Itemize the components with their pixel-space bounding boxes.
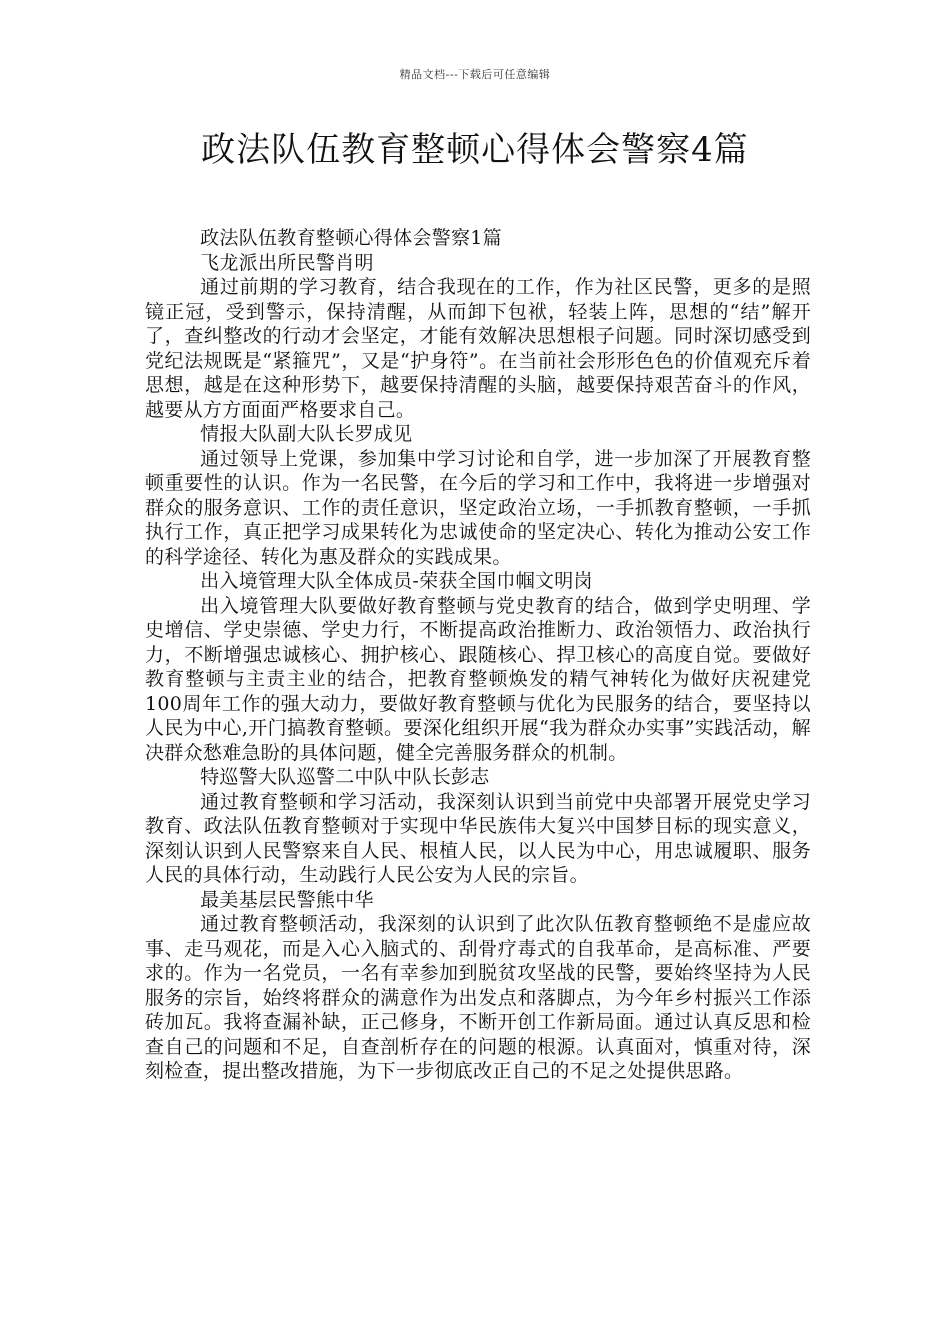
- document-header-note: 精品文档---下载后可任意编辑: [399, 68, 551, 81]
- author-line: 情报大队副大队长罗成见: [200, 423, 413, 445]
- author-line: 飞龙派出所民警肖明: [200, 251, 374, 274]
- body-paragraph: 出入境管理大队要做好教育整顿与党史教育的结合，做到学史明理、学史增信、学史崇德、学史力行，不断提高政治推断力、政治领悟力、政治执行力，不断增强忠诚核心、拥护核心、跟随核心、捍卫核心的高度自觉。要做好教育整顿与主责主业的结合，把教育整顿焕发的精气神转化为做好庆祝建党100周年工作的强大动力，要做好教育整顿与优化为民服务的结合，要坚持以人民为中心,开门搞教育整顿。要深化组织开展“我为群众办实事”实践活动，解决群众愁难急盼的具体问题，健全完善服务群众的机制。: [145, 594, 811, 764]
- body-paragraph: 通过教育整顿活动，我深刻的认识到了此次队伍教育整顿绝不是虚应故事、走马观花，而是入心入脑式的、刮骨疗毒式的自我革命，是高标准、严要求的。作为一名党员，一名有幸参加到脱贫攻坚战的民警，要始终坚持为人民服务的宗旨，始终将群众的满意作为出发点和落脚点，为今年乡村振兴工作添砖加瓦。我将查漏补缺，正己修身，不断开创工作新局面。通过认真反思和检查自己的问题和不足，自查剖析存在的问题的根源。认真面对，慎重对待，深刻检查，提出整改措施，为下一步彻底改正自己的不足之处提供思路。: [145, 913, 811, 1082]
- body-paragraph: 通过教育整顿和学习活动，我深刻认识到当前党中央部署开展党史学习教育、政法队伍教育整顿对于实现中华民族伟大复兴中国梦目标的现实意义，深刻认识到人民警察来自人民、根植人民，以人民为中心，用忠诚履职、服务人民的具体行动，生动践行人民公安为人民的宗旨。: [145, 790, 811, 886]
- body-paragraph: 通过领导上党课，参加集中学习讨论和自学，进一步加深了开展教育整顿重要性的认识。作为一名民警，在今后的学习和工作中，我将进一步增强对群众的服务意识、工作的责任意识，坚定政治立场，一手抓教育整顿，一手抓执行工作，真正把学习成果转化为忠诚使命的坚定决心、转化为推动公安工作的科学途径、转化为惠及群众的实践成果。: [145, 447, 811, 568]
- author-line: 特巡警大队巡警二中队中队长彭志: [200, 766, 490, 788]
- section-heading: 政法队伍教育整顿心得体会警察1篇: [200, 227, 502, 249]
- body-paragraph: 通过前期的学习教育，结合我现在的工作，作为社区民警，更多的是照镜正冠，受到警示，保持清醒，从而卸下包袱，轻装上阵，思想的“结”解开了，查纠整改的行动才会坚定，才能有效解决思想根子问题。同时深切感受到党纪法规既是“紧箍咒”，又是“护身符”。在当前社会形形色色的价值观充斥着思想，越是在这种形势下，越要保持清醒的头脑，越要保持艰苦奋斗的作风，越要从方方面面严格要求自己。: [145, 276, 811, 421]
- author-line: 最美基层民警熊中华: [200, 888, 374, 911]
- author-line: 出入境管理大队全体成员-荣获全国巾帼文明岗: [200, 570, 593, 592]
- document-title: 政法队伍教育整顿心得体会警察4篇: [201, 130, 749, 170]
- document-body: [145, 226, 811, 1084]
